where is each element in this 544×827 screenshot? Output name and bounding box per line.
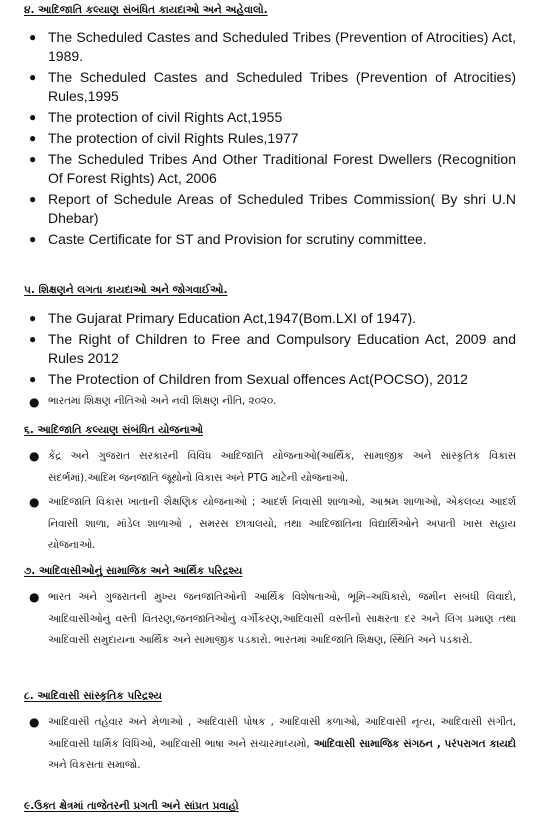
list-item: ● ભારત અને ગુજરાતની મુખ્ય જનજાતિઓની આર્થિક વિશેષતાઓ, ભૂમિ–અધિકારો, જમીન સંબંધી વિવાદો, આદિવાસીઓનું વસ્તી વિતરણ,જનજાતિઓનું વર્ગીકરણ,આદિવાસી વસ્તીનો સાક્ષરતા દર અને લિંગ પ્રમાણ તથા આદિવાસી સમુદાયના આર્થિક અને સામાજીક પડકારો. ભારતમાં આદિજાતિ શિક્ષણ, સ્થિતિ અને પડકારો.: [0, 587, 544, 652]
list-item: ● ભારતમાં શિક્ષણ નીતિઓ અને નવી શિક્ષણ નીતિ, ૨૦૨૦.: [0, 392, 544, 411]
bullet-icon: ●: [29, 372, 37, 386]
list-item: ● Caste Certificate for ST and Provision for scrutiny committee.: [29, 231, 427, 247]
bullet-icon: ●: [29, 70, 37, 84]
bullet-icon: ●: [29, 590, 40, 604]
section-5-list: [0, 309, 544, 391]
bullet-icon: ●: [29, 192, 37, 206]
bullet-icon: ●: [29, 332, 37, 346]
bullet-icon: ●: [29, 395, 40, 409]
bullet-icon: ●: [29, 110, 37, 124]
bullet-icon: ●: [29, 715, 40, 729]
section-7-heading: ૭. આદિવાસીઓનું સામાજિક અને આર્થિક પરિદ્રશ્ય: [24, 565, 243, 577]
list-item: ● આદિજાતિ વિકાસ ખાતાની શૈક્ષણિક યોજનાઓ ; આદર્શ નિવાસી શાળાઓ, આશ્રમ શાળાઓ, એકલવ્ય આદર્શ નિવાસી શાળા, મૉડેલ શાળાઓ , સમરસ છાત્રાલયો, તથા આદિજાતિના વિદ્યાર્થિઓને અપાતી ખાસ સહાય યોજનાઓ.: [0, 492, 544, 557]
section-9-heading: ૯.ઉક્ત ક્ષેત્રમાં તાજેતરની પ્રગતી અને સાંપ્રત પ્રવાહો: [24, 800, 239, 812]
bullet-icon: ●: [29, 232, 37, 246]
list-item: ● The protection of civil Rights Act,1955: [29, 109, 283, 125]
section-4-heading: ૪. આદિજાતિ કલ્યાણ સંબંધિત કાયદાઓ અને અહેવાલો.: [24, 4, 268, 16]
bullet-icon: ●: [29, 311, 37, 325]
bold-text: આદિવાસી સામાજિક સંગઠન ,: [309, 737, 441, 750]
list-item: ● The Gujarat Primary Education Act,1947(Bom.LXI of 1947).: [29, 310, 417, 326]
section-5-heading: ૫. શિક્ષણને લગતા કાયદાઓ અને જોગવાઈઓ.: [24, 284, 228, 296]
list-item: ● આદિવાસી તહેવાર અને મેળાઓ , આદિવાસી પોષક , આદિવાસી કળાઓ, આદિવાસી નૃત્ય, આદિવાસી સંગીત, આદિવાસી ધાર્મિક વિધિઓ, આદિવાસી ભાષા અને સંચારમાધ્યમો, આદિવાસી સામાજિક સંગઠન , પરંપરાગત કાયદો અને વિકસતા સમાજો.: [0, 712, 544, 777]
list-item: ● The Right of Children to Free and Compulsory Education Act, 2009 and Rules 2012: [29, 331, 516, 366]
bold-text: પરંપરાગત કાયદો: [444, 737, 516, 750]
bullet-icon: ●: [29, 152, 37, 166]
bullet-icon: ●: [29, 131, 37, 145]
list-item: ● The Protection of Children from Sexual offences Act(POCSO), 2012: [29, 371, 468, 387]
section-6-heading: ૬. આદિજાતિ કલ્યાણ સંબંધિત યોજનાઓ: [24, 424, 204, 436]
list-item: ● The Scheduled Castes and Scheduled Tribes (Prevention of Atrocities) Act, 1989.: [29, 29, 516, 64]
section-4-list: [0, 28, 544, 251]
section-8-list: [0, 712, 544, 780]
list-item: ● The Scheduled Tribes And Other Traditional Forest Dwellers (Recognition Of Forest Rights) Act, 2006: [29, 151, 516, 186]
bullet-icon: ●: [29, 30, 37, 44]
section-6-list: [0, 446, 544, 560]
section-5-list-cont: [0, 392, 544, 414]
section-7-list: [0, 587, 544, 655]
bullet-icon: ●: [29, 495, 40, 509]
list-item: ● The protection of civil Rights Rules,1977: [29, 130, 299, 146]
list-item: ● The Scheduled Castes and Scheduled Tribes (Prevention of Atrocities) Rules,1995: [29, 69, 516, 104]
section-8-heading: ૮. આદિવાસી સાંસ્કૃતિક પરિદ્રશ્ય: [24, 690, 162, 702]
bullet-icon: ●: [29, 449, 40, 463]
list-item: ● કેંદ્ર અને ગુજરાત સરકારની વિવિધ આદિજાતિ યોજનાઓ(આર્થિક, સામાજીક અને સાંસ્કૃતિક વિકાસ સંદર્ભમાં).આદિમ જનજાતિ જૂથોનો વિકાસ અને PTG માટેની યોજનાઓ.: [0, 446, 544, 489]
list-item: ● Report of Schedule Areas of Scheduled Tribes Commission( By shri U.N Dhebar): [29, 191, 516, 226]
